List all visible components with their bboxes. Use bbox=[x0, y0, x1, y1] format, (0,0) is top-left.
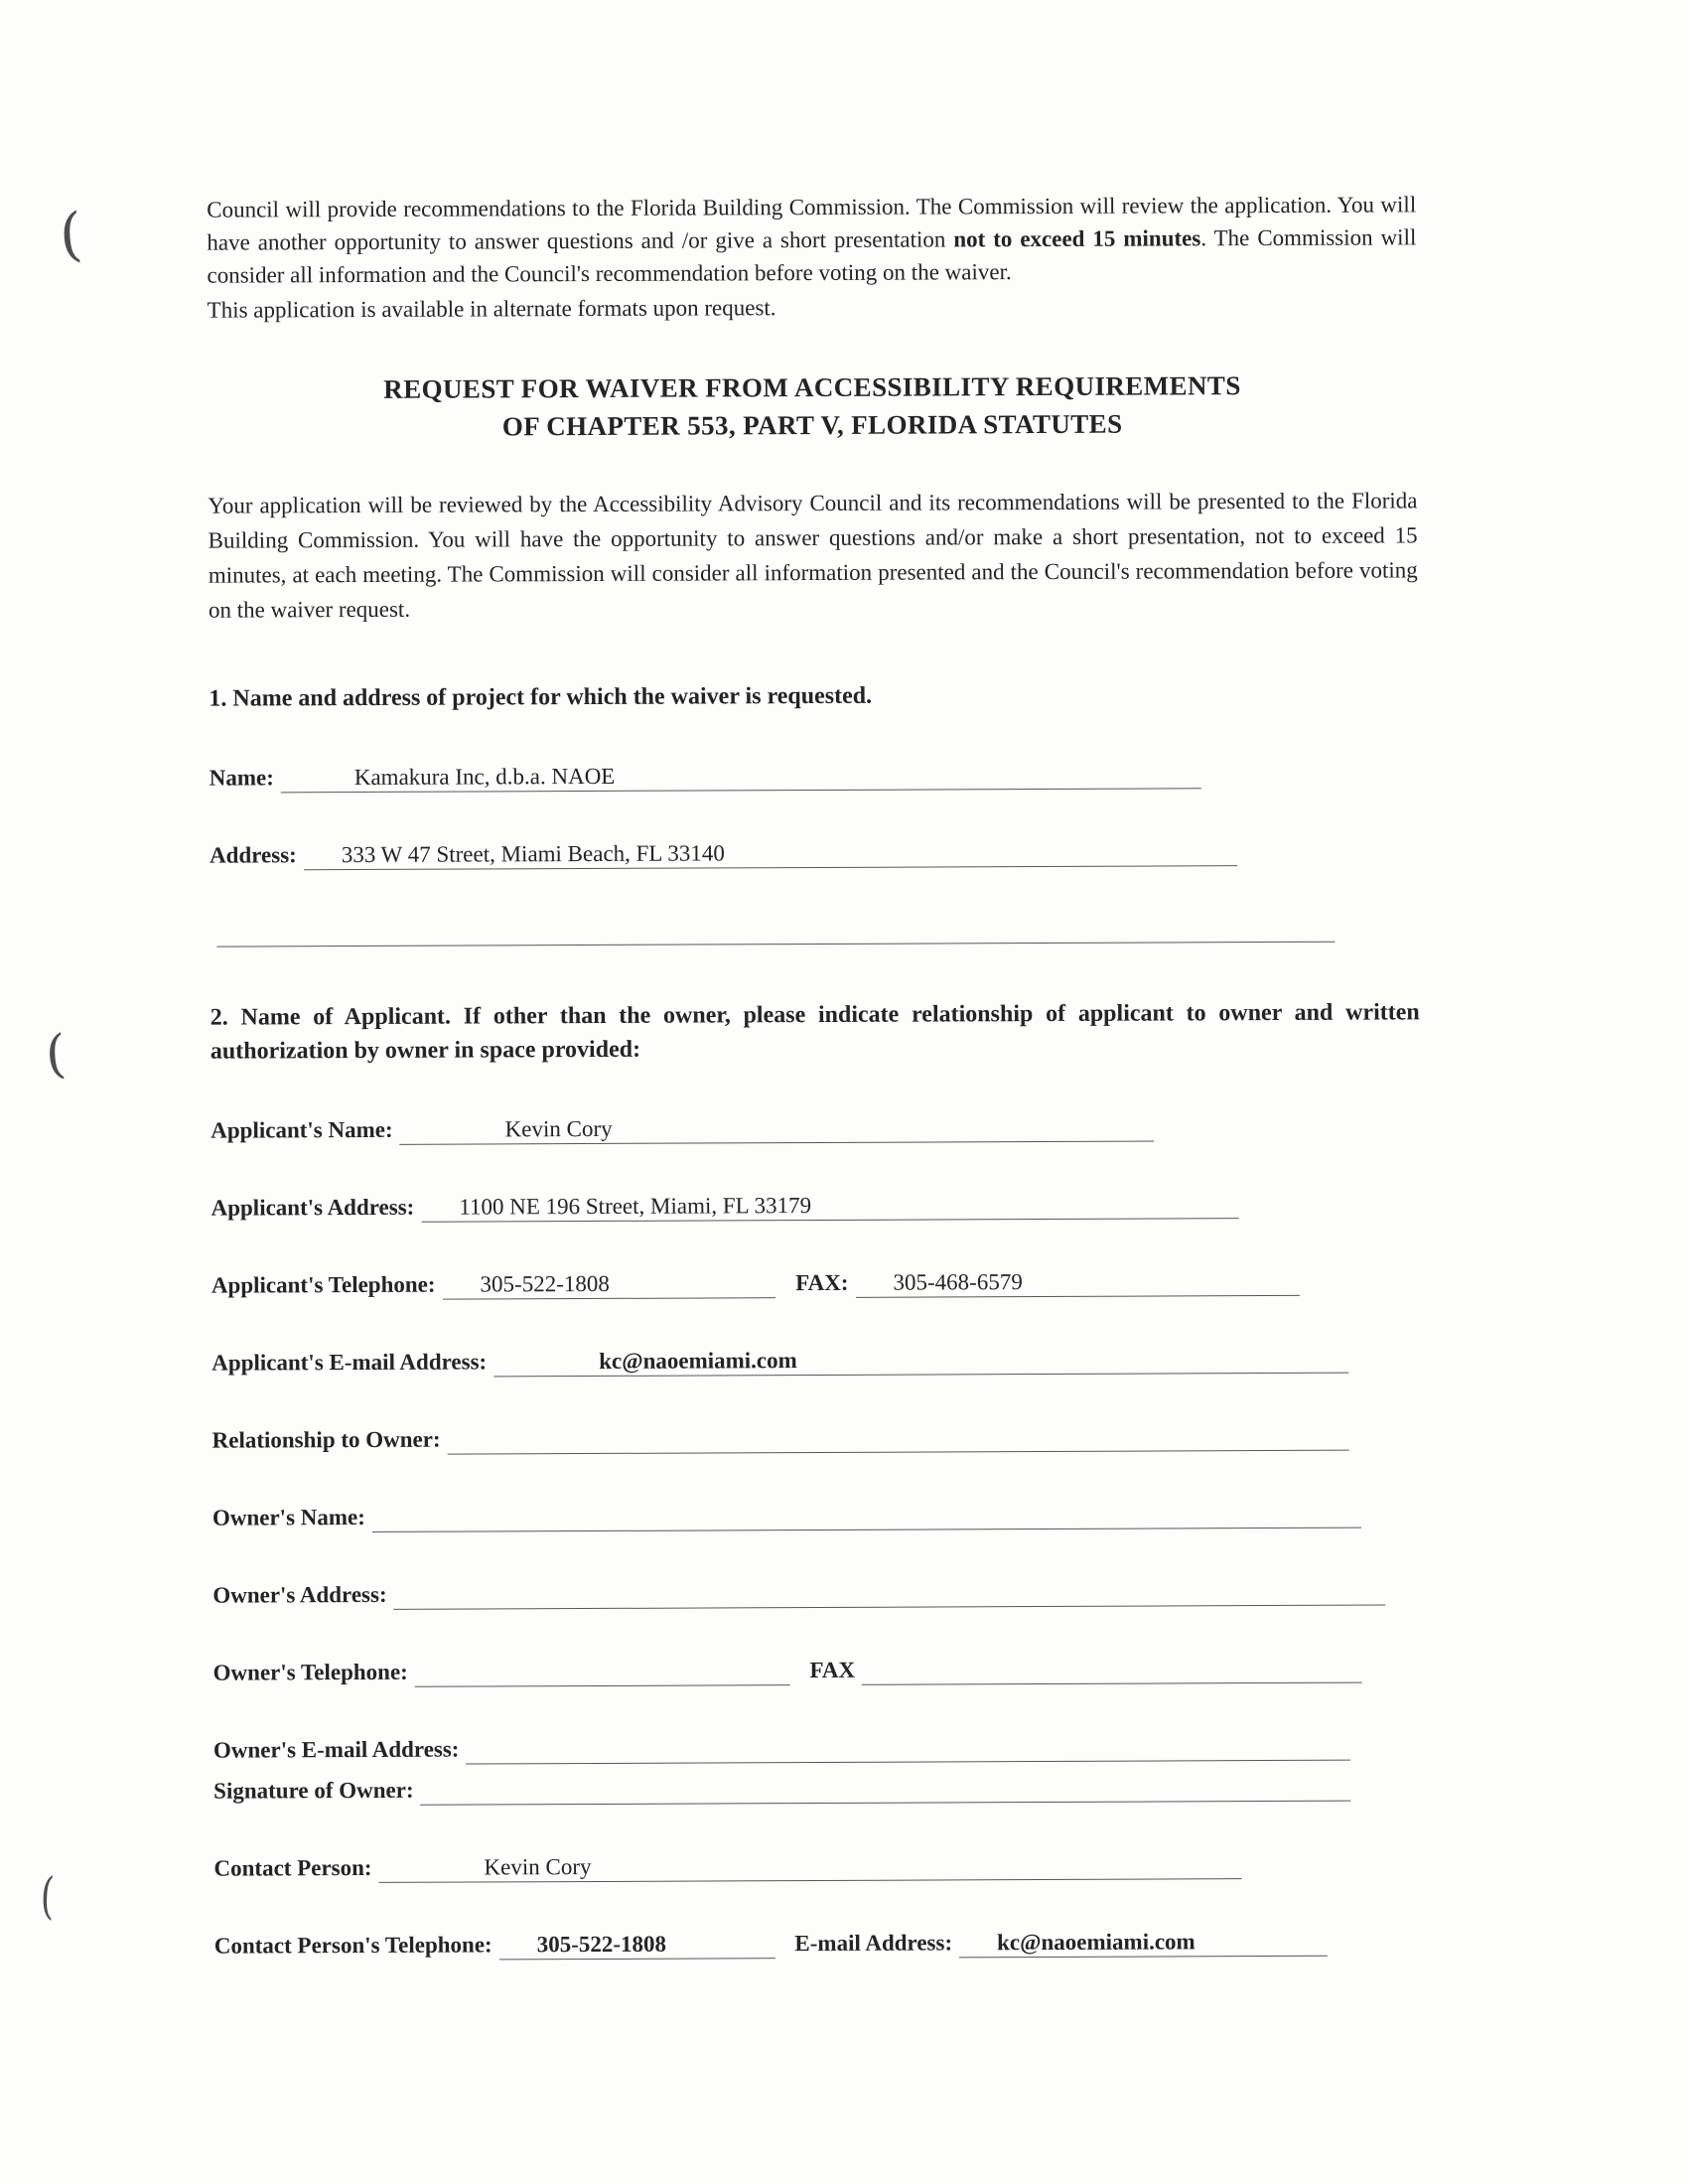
field-row-signature-of-owner bbox=[213, 1771, 1350, 1807]
field-label: Contact Person's Telephone: bbox=[213, 1932, 492, 1959]
field-row-contact-persons-telephone bbox=[214, 1926, 1328, 1962]
field-underline bbox=[421, 1188, 1239, 1223]
field-value bbox=[448, 1453, 452, 1454]
intro-text-before: Council will provide recommendations to the Florida Building Commission. The Commission will review the application. You will have another opportunity to answer questions and /or give a short presentation bbox=[207, 192, 1417, 255]
field-underline bbox=[442, 1267, 775, 1299]
body-paragraph: Your application will be reviewed by the Accessibility Advisory Council and its recommendations will be presented to the Florida Building Commission. You will have the opportunity to answer questions and/or make a short presentation, not to exceed 15 minutes, at each meeting. The Commission will consider all information presented and the Council's recommendation before voting on the waiver request. bbox=[208, 488, 1418, 623]
alternate-format-note: This application is available in alternate formats upon request. bbox=[207, 295, 776, 323]
field-row-owners-telephone bbox=[213, 1653, 1362, 1688]
form-title bbox=[208, 367, 1417, 448]
field-underline bbox=[400, 1111, 1155, 1145]
field-value bbox=[415, 1685, 419, 1686]
field-underline bbox=[466, 1730, 1350, 1765]
field-row-owners-name bbox=[212, 1498, 1361, 1533]
field-row-project-address bbox=[210, 835, 1237, 871]
field-row-contact-person bbox=[213, 1848, 1241, 1884]
field-label: Owner's E-mail Address: bbox=[212, 1736, 460, 1763]
field-label: Name: bbox=[209, 765, 274, 791]
field-underline bbox=[959, 1926, 1327, 1959]
field-underline bbox=[394, 1575, 1386, 1610]
field-underline bbox=[862, 1653, 1362, 1685]
section2-heading: 2. Name of Applicant. If other than the owner, please indicate relationship of applicant to owner and written authorization by owner in space provided: bbox=[210, 999, 1420, 1065]
field-value bbox=[394, 1608, 398, 1609]
field-value bbox=[421, 1804, 425, 1805]
field-value: 305-522-1808 bbox=[536, 1931, 667, 1958]
field-underline bbox=[415, 1655, 790, 1687]
field-value: Kamakura Inc, d.b.a. NAOE bbox=[353, 763, 616, 790]
field-value: 333 W 47 Street, Miami Beach, FL 33140 bbox=[341, 840, 725, 868]
field-value: 1100 NE 196 Street, Miami, FL 33179 bbox=[459, 1193, 812, 1220]
field-value: kc@naoemiami.com bbox=[997, 1929, 1196, 1956]
field-row-applicants-telephone bbox=[211, 1265, 1300, 1301]
intro-paragraph bbox=[207, 188, 1416, 292]
scan-mark-paren: ( bbox=[39, 1866, 56, 1926]
form-title-line1: REQUEST FOR WAIVER FROM ACCESSIBILITY REQUIREMENTS bbox=[383, 370, 1241, 405]
field-label: Applicant's Address: bbox=[211, 1194, 415, 1221]
scan-mark-paren: ( bbox=[43, 1024, 69, 1086]
field-value: kc@naoemiami.com bbox=[599, 1348, 797, 1375]
document-content bbox=[207, 188, 1424, 1961]
intro-text-bold: not to exceed 15 minutes bbox=[953, 225, 1201, 252]
field-row-applicants-email bbox=[211, 1343, 1348, 1379]
form-title-line2: OF CHAPTER 553, PART V, FLORIDA STATUTES bbox=[501, 408, 1123, 442]
field-value: 305-522-1808 bbox=[480, 1270, 610, 1297]
field-underline bbox=[855, 1265, 1300, 1298]
blank-separator-line bbox=[210, 912, 1335, 947]
field-underline bbox=[493, 1343, 1348, 1378]
field-underline bbox=[448, 1420, 1349, 1455]
field-underline bbox=[499, 1928, 775, 1960]
field-label: Applicant's Telephone: bbox=[211, 1271, 436, 1298]
field-label: Applicant's Name: bbox=[211, 1116, 393, 1143]
field-label: E-mail Address: bbox=[794, 1930, 953, 1957]
intro-text-after: . The Commission will consider all information and the Council's recommendation before voting on the waiver. bbox=[207, 224, 1417, 288]
field-underline bbox=[304, 835, 1238, 870]
section1-heading: 1. Name and address of project for which the waiver is requested. bbox=[209, 682, 873, 712]
field-label: Contact Person: bbox=[213, 1855, 372, 1881]
field-label: FAX bbox=[809, 1657, 856, 1683]
field-underline bbox=[378, 1848, 1241, 1883]
field-value bbox=[467, 1763, 471, 1764]
field-label: Address: bbox=[209, 842, 297, 868]
field-label: Owner's Name: bbox=[211, 1505, 365, 1530]
field-label: Relationship to Owner: bbox=[211, 1426, 441, 1453]
field-value: 305-468-6579 bbox=[893, 1269, 1023, 1295]
field-row-applicants-address bbox=[211, 1188, 1239, 1224]
field-value: Kevin Cory bbox=[504, 1115, 613, 1142]
field-row-project-name bbox=[210, 758, 1201, 793]
field-label: FAX: bbox=[795, 1269, 849, 1296]
field-underline bbox=[281, 758, 1201, 793]
field-row-owners-address bbox=[212, 1575, 1386, 1611]
field-label: Applicant's E-mail Address: bbox=[211, 1349, 488, 1376]
field-label: Signature of Owner: bbox=[213, 1777, 414, 1804]
scan-mark-paren: ( bbox=[57, 200, 84, 269]
field-value bbox=[372, 1530, 376, 1531]
field-underline bbox=[421, 1771, 1351, 1806]
field-value: Kevin Cory bbox=[484, 1854, 592, 1880]
field-row-applicants-name bbox=[211, 1111, 1154, 1146]
field-row-owners-email bbox=[213, 1730, 1350, 1766]
field-row-relationship-to-owner bbox=[212, 1420, 1349, 1456]
field-underline bbox=[372, 1498, 1361, 1532]
field-value bbox=[862, 1683, 866, 1684]
field-label: Owner's Telephone: bbox=[212, 1659, 408, 1685]
field-label: Owner's Address: bbox=[212, 1581, 387, 1608]
field-underline bbox=[216, 912, 1335, 947]
